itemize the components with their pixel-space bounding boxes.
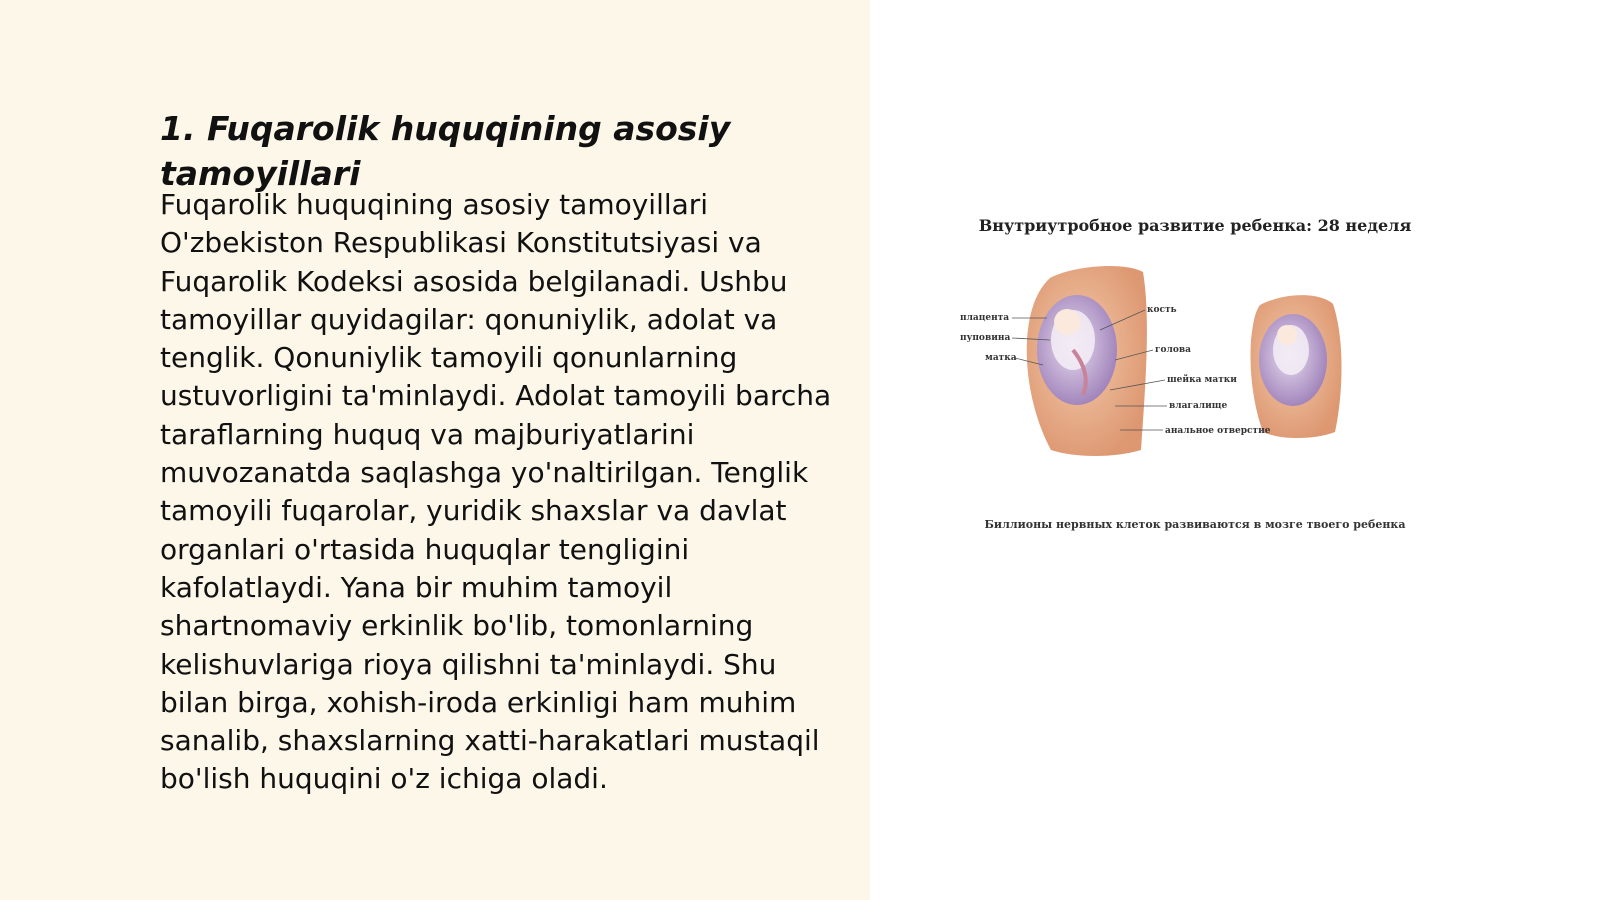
fetal-development-illustration: [955, 200, 1435, 550]
figure-title: Внутриутробное развитие ребенка: 28 неделя: [978, 216, 1412, 235]
slide-body-text: Fuqarolik huquqining asosiy tamoyillari O'zbekiston Respublikasi Konstitutsiyasi va Fuqarolik Kodeksi asosida belgilanadi. Ushbu tamoyillar quyidagilar: qonuniylik, adolat va tenglik. Qonuniylik tamoyili qonunlarning ustuvorligini ta'minlaydi. Adolat tamoyili barcha taraflarning huquq va majburiyatlarini muvozanatda saqlashga yo'naltirilgan. Tenglik tamoyili fuqarolar, yuridik shaxslar va davlat organlari o'rtasida huquqlar tengligini kafolatlaydi. Yana bir muhim tamoyil shartnomaviy erkinlik bo'lib, tomonlarning kelishuvlariga rioya qilishni ta'minlaydi. Shu bilan birga, xohish-iroda erkinligi ham muhim sanalib, shaxslarning xatti-harakatlari mustaqil bo'lish huquqini o'z ichiga oladi.: [160, 188, 832, 796]
label-placenta: плацента: [960, 313, 1010, 323]
slide-title: 1. Fuqarolik huquqining asosiy tamoyillari: [160, 109, 731, 193]
label-vagina: влагалище: [1169, 401, 1228, 411]
figure-caption: Биллионы нервных клеток развиваются в мозге твоего ребенка: [984, 518, 1406, 531]
label-head: голова: [1155, 345, 1191, 355]
label-bone: кость: [1147, 305, 1177, 315]
label-umbilical-cord: пуповина: [960, 333, 1011, 343]
label-uterus: матка: [985, 353, 1017, 363]
label-cervix: шейка матки: [1167, 375, 1237, 385]
label-anus: анальное отверстие: [1165, 426, 1271, 436]
